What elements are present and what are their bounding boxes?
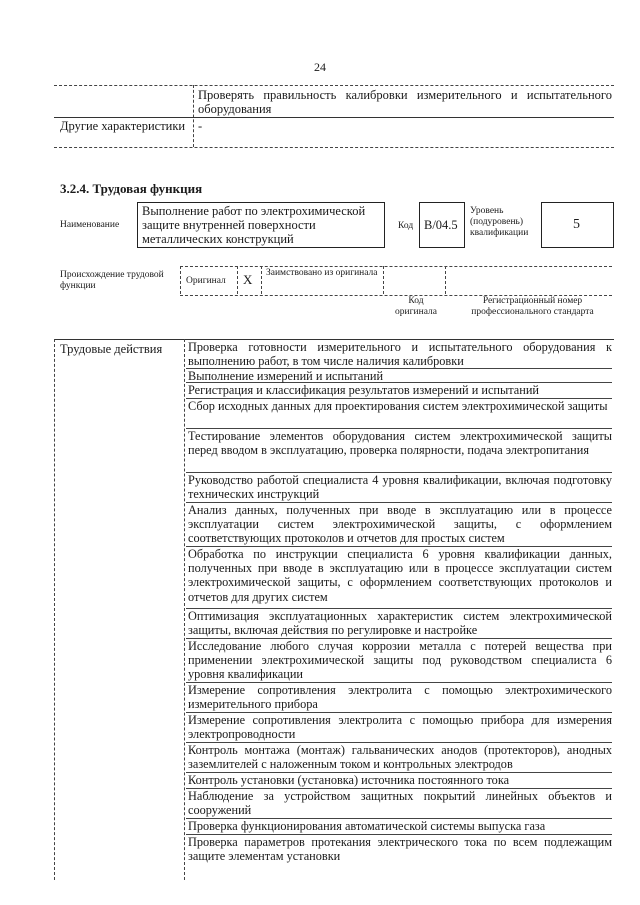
origin-div-1 [180, 266, 181, 294]
top-table-row-divider [54, 117, 614, 118]
page-number: 24 [314, 60, 326, 74]
action-item: Проверка готовности измерительного и испытательного оборудования к выполнению работ, в том числе наличия калибровки [188, 340, 612, 369]
action-item: Регистрация и классификация результатов измерений и испытаний [186, 383, 612, 399]
action-item: Измерение сопротивления электролита с помощью электрохимического измерительного прибора [188, 683, 612, 712]
name-label: Наименование [60, 220, 120, 230]
actions-label: Трудовые действия [60, 342, 163, 356]
top-table-border-top [54, 85, 614, 86]
action-item: Руководство работой специалиста 4 уровня квалификации, включая подготовку технических инструкций [188, 473, 612, 502]
action-item: Контроль установки (установка) источника постоянного тока [186, 773, 612, 789]
top-table-divider [193, 85, 194, 147]
actions-border-left [54, 339, 55, 880]
top-table-border-bottom [54, 147, 614, 148]
level-value: 5 [573, 217, 580, 232]
action-item: Проверка функционирования автоматической системы выпуска газа [186, 819, 612, 835]
origin-div-5 [445, 266, 446, 294]
top-table-row1-text: Проверять правильность калибровки измерительного и испытательного оборудования [198, 88, 612, 116]
action-item: Наблюдение за устройством защитных покрытий линейных объектов и сооружений [188, 789, 612, 818]
original-label: Оригинал [186, 276, 226, 286]
name-value: Выполнение работ по электрохимической защите внутренней поверхности металлических конструкций [142, 204, 366, 246]
origin-div-2 [237, 266, 238, 294]
other-characteristics-label: Другие характеристики [60, 119, 186, 133]
action-item: Сбор исходных данных для проектирования систем электрохимической защиты [186, 399, 612, 429]
origin-div-4 [383, 266, 384, 294]
action-item: Измерение сопротивления электролита с помощью прибора для измерения электропроводности [188, 713, 612, 742]
action-item: Исследование любого случая коррозии металла с потерей вещества при применении электрохимической защиты под руководством специалиста 6 уровня квалификации [188, 639, 612, 682]
action-item: Обработка по инструкции специалиста 6 уровня квалификации данных, полученных при вводе в эксплуатацию или в процессе эксплуатации систем электрохимической защиты, с оформлением соответствующих протоколов и отчетов для других систем [186, 547, 612, 609]
level-label: Уровень (подуровень) квалификации [470, 206, 529, 238]
action-item: Проверка параметров протекания электрического тока по всем подлежащим защите элементам установки [188, 835, 612, 864]
origin-label: Происхождение трудовой функции [60, 270, 164, 291]
section-title: 3.2.4. Трудовая функция [60, 181, 203, 196]
original-mark: X [243, 272, 253, 287]
origin-div-3 [261, 266, 262, 294]
actions-divider [184, 339, 185, 880]
code-label: Код [398, 221, 414, 231]
action-item: Выполнение измерений и испытаний [186, 369, 612, 383]
code-value: B/04.5 [424, 218, 458, 232]
code-original-label: Код оригинала [395, 296, 437, 317]
other-characteristics-value: - [198, 119, 203, 133]
action-item: Оптимизация эксплуатационных характеристик систем электрохимической защиты, включая действия по регулировке и настройке [188, 609, 612, 638]
borrowed-label: Заимствовано из оригинала [266, 268, 378, 278]
action-item: Анализ данных, полученных при вводе в эксплуатацию или в процессе эксплуатации систем электрохимической защиты, с оформлением соответствующих протоколов и отчетов для простых систем [188, 503, 612, 546]
action-item: Контроль монтажа (монтаж) гальванических анодов (протекторов), анодных заземлителей с наложенным током и контрольных электродов [188, 743, 612, 772]
reg-number-label: Регистрационный номер профессионального стандарта [471, 296, 594, 317]
action-item: Тестирование элементов оборудования систем электрохимической защиты перед вводом в эксплуатацию, проверка полярности, подача электропитания [186, 429, 612, 473]
